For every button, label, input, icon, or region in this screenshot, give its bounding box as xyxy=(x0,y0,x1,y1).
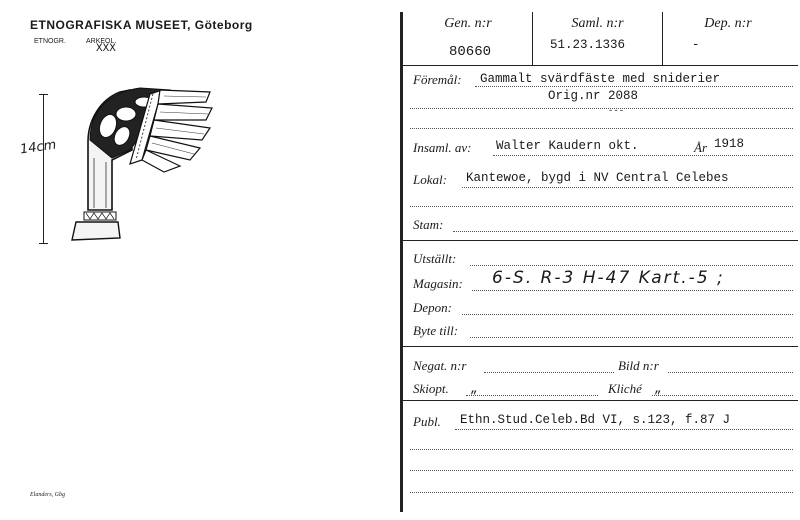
magasin-label: Magasin: xyxy=(413,276,463,291)
size-note: 14cm xyxy=(19,137,58,158)
foremal-line-1: Gammalt svärdfäste med sniderier xyxy=(480,72,721,86)
ar-label: År xyxy=(694,140,707,155)
depon-label: Depon: xyxy=(413,300,452,315)
utstallt-label: Utställt: xyxy=(413,251,457,266)
size-bracket-top xyxy=(39,94,48,95)
kliche-dots xyxy=(652,395,793,396)
publ-value: Ethn.Stud.Celeb.Bd VI, s.123, f.87 J xyxy=(460,413,731,427)
sword-hilt-drawing xyxy=(60,80,230,250)
skiopt-label: Skiopt. xyxy=(413,381,449,396)
foremal-line-3: --- xyxy=(608,106,625,116)
byte-till-label: Byte till: xyxy=(413,323,459,338)
printer-mark: Elanders, Gbg xyxy=(30,492,65,498)
bild-dots xyxy=(668,372,793,373)
publ-dots-3 xyxy=(410,470,793,471)
negat-dots xyxy=(484,372,614,373)
utstallt-dots xyxy=(470,265,793,266)
lokal-label: Lokal: xyxy=(413,172,447,187)
publ-dots-2 xyxy=(410,449,793,450)
category-mark: XXX xyxy=(96,43,116,55)
magasin-value: 6-S. R-3 H-47 Kart.-5 ; xyxy=(492,268,725,288)
lokal-value: Kantewoe, bygd i NV Central Celebes xyxy=(466,171,729,185)
foremal-line-2: Orig.nr 2088 xyxy=(548,89,639,103)
section-line-4 xyxy=(403,400,798,401)
saml-nr-label: Saml. n:r xyxy=(571,16,624,31)
size-bracket-bottom xyxy=(39,243,48,244)
ar-value: 1918 xyxy=(714,137,745,151)
foremal-label: Föremål: xyxy=(413,72,462,87)
publ-label: Publ. xyxy=(413,414,441,429)
depon-dots xyxy=(462,314,793,315)
dep-nr-value: - xyxy=(692,38,700,52)
foremal-dots-1 xyxy=(475,86,793,87)
section-line-2 xyxy=(403,240,798,241)
byte-till-dots xyxy=(470,337,793,338)
section-line-3 xyxy=(403,346,798,347)
museum-name: ETNOGRAFISKA MUSEET, Göteborg xyxy=(30,18,253,32)
stam-label: Stam: xyxy=(413,217,444,232)
skiopt-mark: „ xyxy=(470,382,478,396)
category-etnogr: ETNOGR. xyxy=(34,38,66,45)
dep-nr-label: Dep. n:r xyxy=(704,16,752,31)
section-line-1 xyxy=(403,65,798,66)
foremal-dots-2 xyxy=(410,108,793,109)
lokal-dots-2 xyxy=(410,206,793,207)
insaml-dots xyxy=(493,155,793,156)
foremal-dots-3 xyxy=(410,128,793,129)
skiopt-dots xyxy=(466,395,598,396)
saml-nr-value: 51.23.1336 xyxy=(550,38,626,52)
category-arkeol: ARKEOL. xyxy=(86,38,117,45)
kliche-mark: „ xyxy=(654,382,662,396)
publ-dots-4 xyxy=(410,492,793,493)
gen-nr-value: 80660 xyxy=(449,44,492,60)
kliche-label: Kliché xyxy=(608,381,642,396)
negat-nr-label: Negat. n:r xyxy=(413,358,467,373)
gen-nr-label: Gen. n:r xyxy=(444,16,492,31)
card-left-border xyxy=(400,12,403,512)
bild-nr-label: Bild n:r xyxy=(618,358,659,373)
stam-dots xyxy=(453,231,793,232)
insaml-value: Walter Kaudern okt. xyxy=(496,139,639,153)
size-bracket xyxy=(43,94,44,244)
lokal-dots-1 xyxy=(462,187,793,188)
insaml-label: Insaml. av: xyxy=(413,140,472,155)
magasin-dots xyxy=(472,290,793,291)
publ-dots-1 xyxy=(455,429,793,430)
